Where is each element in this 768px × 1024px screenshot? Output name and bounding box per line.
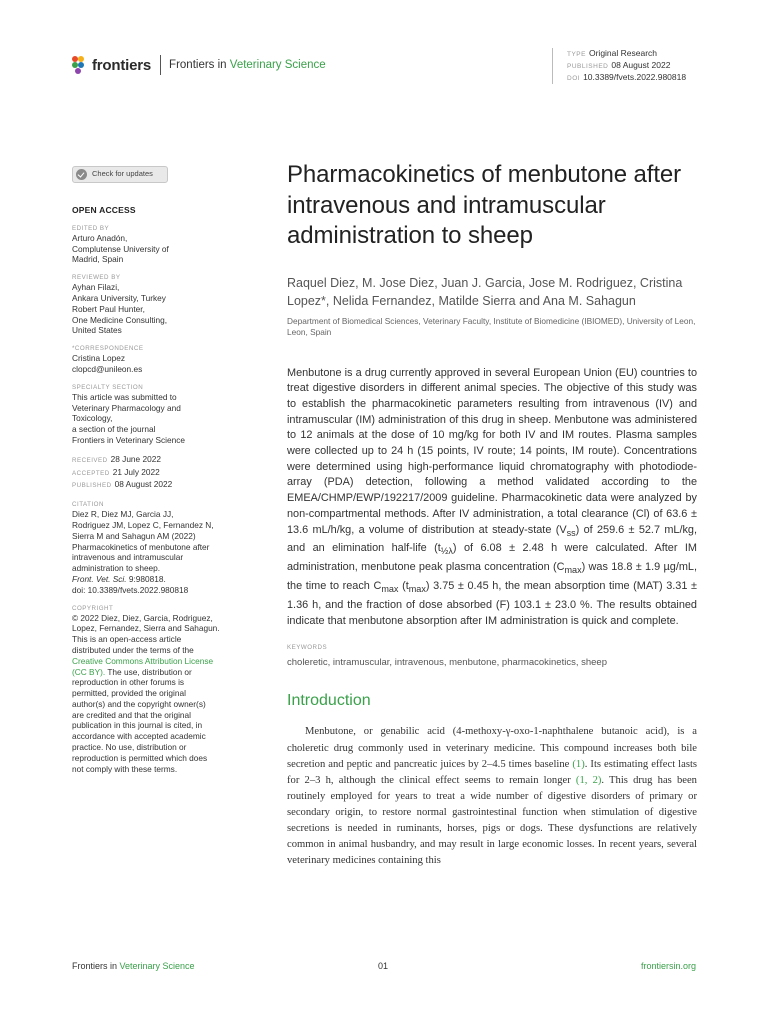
footer-website-link[interactable]: frontiersin.org: [640, 961, 696, 971]
intro-text-1: Menbutone, or genabilic acid (4-methoxy-γ-oxo-1-naphthalene butanoic acid), is a choleretic drug commonly used in veterinary medicine. This compound increases both bile secretion and peptic and pancreatic juices by 2–4.5 times baseline: [287, 726, 697, 770]
reviewed-by-label: REVIEWED BY: [72, 274, 121, 282]
article-authors[interactable]: Raquel Diez, M. Jose Diez, Juan J. Garcia, Jose M. Rodriguez, Cristina Lopez*, Nelida Fernandez, Matilde Sierra and Ana M. Sahagun: [287, 275, 683, 308]
published-label: PUBLISHED: [72, 482, 112, 490]
abstract-part-5: (t: [398, 580, 409, 593]
specialty-section-value: This article was submitted to Veterinary Pharmacology and Toxicology, a section of the journal Frontiers in Veterinary Science: [72, 391, 185, 445]
article-meta: [552, 48, 686, 84]
intro-text-2: . Its estimating effect lasts for 2–3 h, although the clinical effect seems to remain longer: [287, 758, 698, 786]
footer-journal: [72, 961, 195, 971]
published-value: 08 August 2022: [114, 479, 173, 490]
copyright-text-a: © 2022 Diez, Diez, Garcia, Rodriguez, Lopez, Fernandez, Sierra and Sahagun. This is an open-access article distributed under the terms of the: [72, 612, 220, 655]
dates-block: [72, 454, 262, 492]
specialty-section-label: SPECIALTY SECTION: [72, 383, 144, 391]
copyright-value: [72, 613, 262, 775]
meta-type-label: TYPE: [567, 51, 586, 58]
reference-link-2[interactable]: (1, 2): [575, 774, 602, 786]
citation-volume: 9:980818.: [126, 573, 166, 584]
meta-published: [567, 60, 686, 72]
article-sidebar: [72, 166, 262, 774]
introduction-paragraph: [287, 724, 697, 869]
frontiers-logo-icon: [72, 56, 88, 74]
meta-published-label: PUBLISHED: [567, 63, 609, 70]
edited-by-value: Arturo Anadón, Complutense University of Madrid, Spain: [72, 232, 169, 265]
open-access-label: OPEN ACCESS: [72, 205, 136, 215]
abstract-sub-tmax: max: [408, 584, 426, 595]
introduction-heading: Introduction: [287, 692, 371, 710]
check-icon: [76, 169, 87, 180]
intro-text-3: . This drug has been routinely employed for years to treat a wide number of digestive disorders of primary or secondary origin, to restore normal gastrointestinal function when stimulation of digestive secretions is needed in ruminants, horses, pigs or dogs. These dysfunctions are relatively common in animal husbandry, and may result in large economic losses. In recent years, several veterinary medicines containing this: [287, 774, 697, 867]
received-date: [72, 454, 262, 467]
logo-text: frontiers: [92, 56, 152, 74]
logo-divider: [160, 55, 161, 75]
author-affiliation: Department of Biomedical Sciences, Veterinary Faculty, Institute of Biomedicine (IBIOMED), University of Leon, Leon, Spain: [287, 315, 696, 337]
abstract-sub-half: ½λ: [440, 546, 453, 557]
abstract-part-2: ) of 259.6 ± 52.7 mL/kg, and an elimination half-life (t: [287, 523, 697, 555]
meta-type-value: Original Research: [588, 48, 658, 58]
copyright-label: COPYRIGHT: [72, 604, 114, 612]
abstract-part-6: ) 3.75 ± 0.45 h, the mean absorption time (MAT) 3.31 ± 1.36 h, and the fraction of dose absorbed (F) 103.1 ± 23.0 %. The results obtained indicate that menbutone absorption after IM administration is quick and complete.: [287, 580, 697, 627]
correspondence-value[interactable]: Cristina Lopez clopcd@unileon.es: [72, 353, 143, 374]
published-date: [72, 479, 262, 492]
abstract-part-3: ) of 6.08 ± 2.48 h were calculated. After IM administration, menbutone peak plasma concentration (C: [287, 542, 697, 574]
citation-journal: Front. Vet. Sci.: [72, 573, 127, 584]
received-value: 28 June 2022: [110, 453, 161, 464]
abstract: [287, 366, 697, 630]
page-number: 01: [378, 961, 389, 971]
citation-doi[interactable]: doi: 10.3389/fvets.2022.980818: [72, 584, 189, 595]
cc-by-license-link[interactable]: Creative Commons Attribution License (CC BY).: [72, 655, 214, 677]
accepted-label: ACCEPTED: [72, 469, 110, 477]
journal-prefix: Frontiers in: [169, 59, 227, 71]
footer-journal-highlight: Veterinary Science: [119, 961, 195, 971]
meta-published-value: 08 August 2022: [611, 60, 671, 70]
meta-doi-label: DOI: [567, 75, 581, 82]
journal-logo[interactable]: [72, 54, 326, 76]
abstract-sub-ss: ss: [566, 527, 576, 538]
footer-journal-prefix: Frontiers in: [72, 961, 120, 971]
abstract-sub-cmax: max: [564, 565, 582, 576]
journal-name: [169, 59, 326, 71]
citation-label: CITATION: [72, 501, 104, 509]
citation-main: Diez R, Diez MJ, Garcia JJ, Rodriguez JM, Lopez C, Fernandez N, Sierra M and Sahagun AM (2022) Pharmacokinetics of menbutone after intravenous and intramuscular administration to sheep.: [72, 509, 214, 574]
keywords-label: KEYWORDS: [287, 644, 328, 652]
reference-link-1[interactable]: (1): [572, 758, 585, 770]
edited-by-label: EDITED BY: [72, 224, 110, 232]
abstract-sub-cmax-2: max: [381, 584, 399, 595]
accepted-value: 21 July 2022: [112, 466, 160, 477]
citation-value: [72, 509, 262, 595]
check-for-updates-button[interactable]: [72, 166, 168, 183]
copyright-text-b: The use, distribution or reproduction in other forums is permitted, provided the original author(s) and the copyright owner(s) are credited and that the original publication in this journal is cited, in accordance with accepted academic practice. No use, distribution or reproduction is permitted which does not comply with these terms.: [72, 666, 208, 774]
check-updates-label: Check for updates: [92, 169, 153, 179]
reviewed-by-value: Ayhan Filazi, Ankara University, Turkey Robert Paul Hunter, One Medicine Consulting, United States: [72, 282, 168, 336]
article-title: Pharmacokinetics of menbutone after intravenous and intramuscular administration to sheep: [287, 161, 682, 249]
abstract-part-4: ) was 18.8 ± 1.9 µg/mL, the time to reach C: [287, 561, 697, 593]
article-main: [287, 160, 697, 869]
correspondence-label: *CORRESPONDENCE: [72, 345, 144, 353]
meta-doi-value[interactable]: 10.3389/fvets.2022.980818: [583, 72, 687, 82]
abstract-part-1: Menbutone is a drug currently approved in several European Union (EU) countries to treat digestive disorders in different animal species. The objective of this study was to establish the pharmacokinetic parameters resulting from intravenous (IV) and intramuscular (IM) administration of this drug in sheep. Menbutone was administered to 12 animals at the dose of 10 mg/kg for both IV and IM routes. Plasma samples were collected up to 24 h (15 points, IV route; 14 points, IM route). Concentrations were determined using high-performance liquid chromatography with photodiode-array (PDA) detection, following a method validated according to the EMEA/CHMP/EWP/192217/2009 guideline. Pharmacokinetic data were analyzed by non-compartmental methods. After IV administration, a total clearance (Cl) of 63.6 ± 13.6 mL/h/kg, a volume of distribution at steady-state (V: [287, 366, 697, 536]
journal-highlight: Veterinary Science: [229, 59, 326, 71]
accepted-date: [72, 467, 262, 480]
meta-type: [567, 48, 686, 60]
keywords-list: choleretic, intramuscular, intravenous, menbutone, pharmacokinetics, sheep: [287, 657, 608, 669]
meta-doi: [567, 72, 686, 84]
page-header: [72, 48, 696, 84]
received-label: RECEIVED: [72, 456, 108, 464]
